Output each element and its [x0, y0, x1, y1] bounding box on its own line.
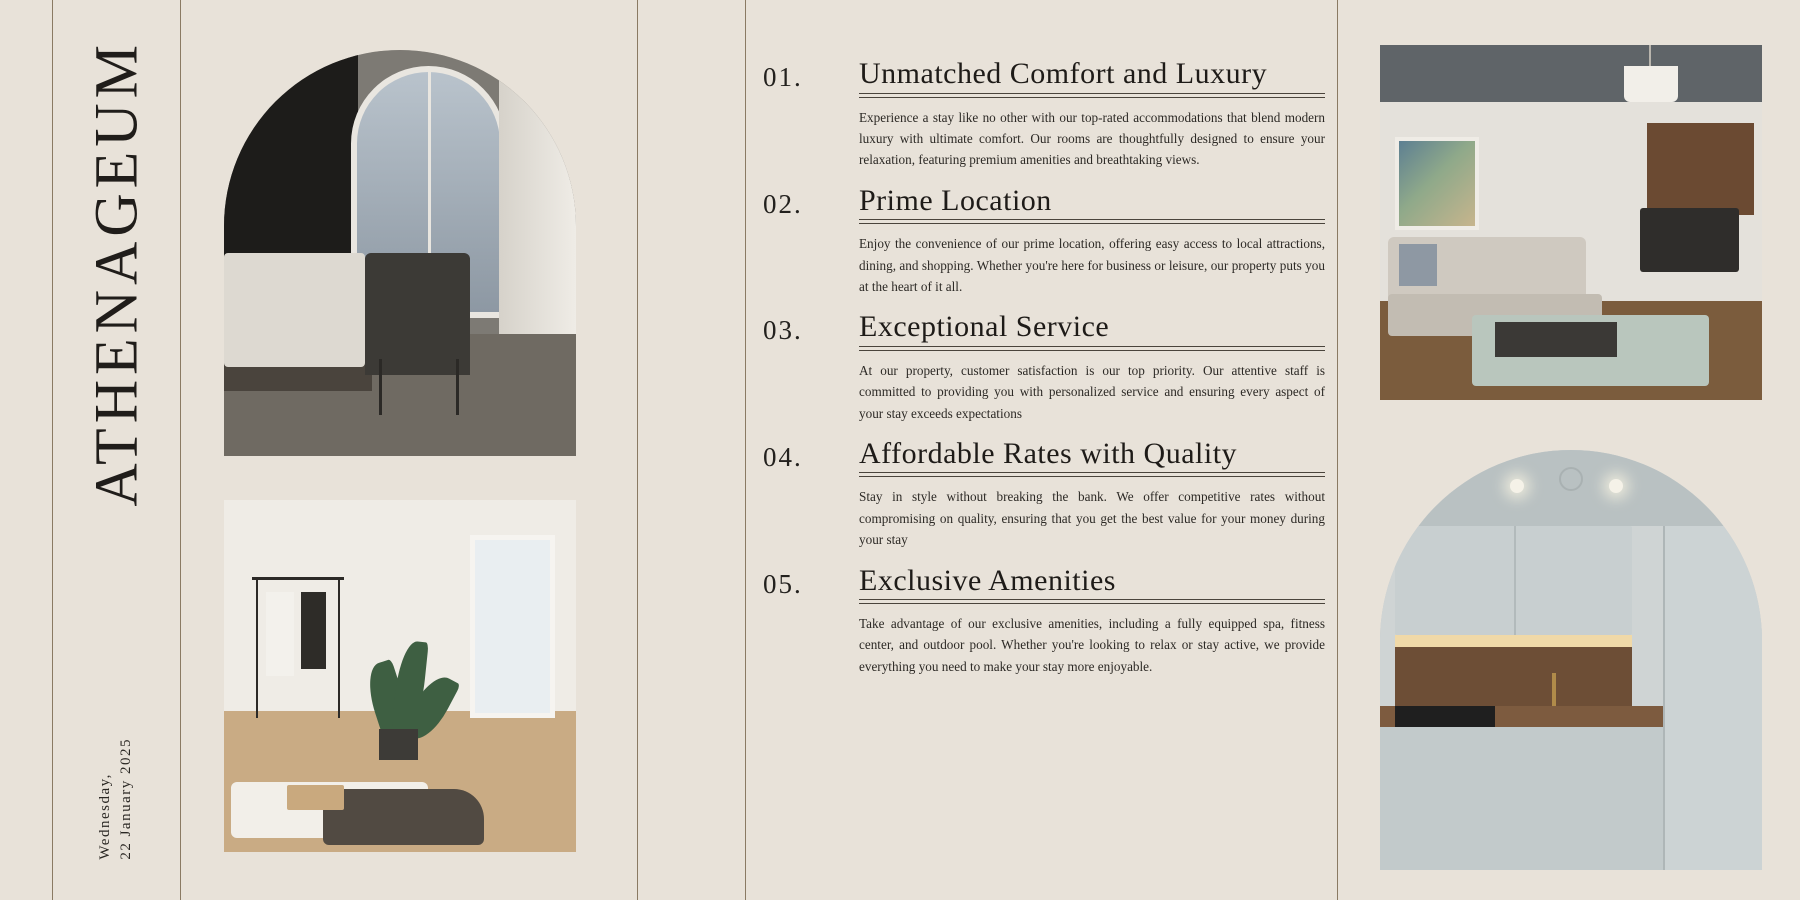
date-block [52, 738, 180, 860]
photo-under-cabinet-light [1395, 635, 1632, 648]
feature-title: Exceptional Service [859, 310, 1110, 344]
feature-number: 01. [763, 62, 803, 92]
photo-chair-leg [456, 359, 459, 416]
photo-plant-pot [379, 729, 418, 761]
brand-title-wrapper [52, 40, 180, 507]
feature-number: 03. [763, 315, 803, 346]
feature-body [859, 185, 1325, 298]
feature-divider [859, 599, 1325, 604]
features-list [745, 0, 1337, 900]
brand-column [52, 0, 180, 900]
photo-armchair [365, 253, 471, 375]
vertical-rule-3 [637, 0, 638, 900]
photo-living-room [1380, 45, 1762, 400]
photo-lower-cabinets [1380, 727, 1663, 870]
photo-pillow [1399, 244, 1437, 287]
feature-description: Enjoy the convenience of our prime location, offering easy access to local attractions, dining, and shopping. Whether you're here for business or leisure, our property puts you at the heart of it all. [859, 236, 1325, 294]
bedroom-photo-art [224, 50, 576, 456]
feature-title: Prime Location [859, 183, 1052, 217]
photo-chair-leg [379, 359, 382, 416]
photo-blanket [323, 789, 485, 845]
plant-bedroom-photo-art [224, 500, 576, 852]
feature-title: Affordable Rates with Quality [859, 436, 1238, 470]
feature-divider [859, 219, 1325, 224]
photo-dining-chairs [1640, 208, 1739, 272]
feature-item-5 [763, 565, 1325, 678]
vertical-rule-5 [1337, 0, 1338, 900]
feature-item-1 [763, 58, 1325, 171]
photo-coffee-table [1495, 322, 1617, 358]
feature-item-2 [763, 185, 1325, 298]
photo-garment [301, 592, 326, 669]
feature-body [859, 311, 1325, 424]
feature-number: 05. [763, 568, 803, 599]
feature-body [859, 565, 1325, 678]
photo-kitchen-unit [1647, 123, 1754, 215]
feature-description: Stay in style without breaking the bank. We offer competitive rates without compromising on quality, ensuring that you get the best value for your money during your stay [859, 489, 1325, 548]
feature-body [859, 58, 1325, 171]
right-image-column [1380, 0, 1780, 900]
photo-tall-cabinet [1663, 526, 1762, 870]
feature-divider [859, 93, 1325, 98]
photo-faucet [1552, 673, 1556, 711]
feature-title: Exclusive Amenities [859, 563, 1116, 597]
photo-wall-art [1395, 137, 1479, 229]
feature-number: 02. [763, 188, 803, 219]
living-room-photo-art [1380, 45, 1762, 400]
vertical-rule-2 [180, 0, 181, 900]
photo-pendant-lamp [1624, 66, 1677, 102]
feature-description: At our property, customer satisfaction is our top priority. Our attentive staff is committed to providing you with personalized service and ensuring every aspect of your stay exceeds expectations [859, 362, 1325, 421]
feature-description: Take advantage of our exclusive amenities, including a fully equipped spa, fitness center, and outdoor pool. Whether you're looking to relax or stay active, we provide everything you need to make your stay more enjoyable. [859, 616, 1325, 674]
feature-description: Experience a stay like no other with our top-rated accommodations that blend modern luxury with ultimate comfort. Our rooms are thoughtfully designed to ensure your relaxation, featuring premium amenities and breathtaking views. [859, 109, 1325, 168]
feature-title: Unmatched Comfort and Luxury [859, 57, 1268, 90]
date-day: Wednesday, [97, 773, 113, 860]
date-full: 22 January 2025 [118, 738, 134, 860]
photo-bed [224, 253, 365, 367]
photo-window [470, 535, 554, 718]
photo-bedroom-arched-window [224, 50, 576, 456]
feature-divider [859, 472, 1325, 477]
left-image-column [224, 0, 608, 900]
photo-upper-cabinets [1395, 526, 1632, 635]
photo-ceiling [1380, 45, 1762, 102]
feature-number: 04. [763, 441, 803, 472]
photo-kitchen [1380, 450, 1762, 870]
feature-item-4 [763, 438, 1325, 551]
feature-body [859, 438, 1325, 551]
photo-bedroom-plant [224, 500, 576, 852]
brand-title: ATHENAGEUM [82, 40, 150, 507]
feature-item-3 [763, 311, 1325, 424]
photo-garment [266, 592, 294, 676]
kitchen-photo-art [1380, 450, 1762, 870]
photo-ceiling-vent [1559, 467, 1583, 491]
photo-curtain [499, 50, 576, 367]
photo-backsplash [1395, 647, 1632, 706]
feature-divider [859, 346, 1325, 351]
photo-tray [287, 785, 343, 810]
